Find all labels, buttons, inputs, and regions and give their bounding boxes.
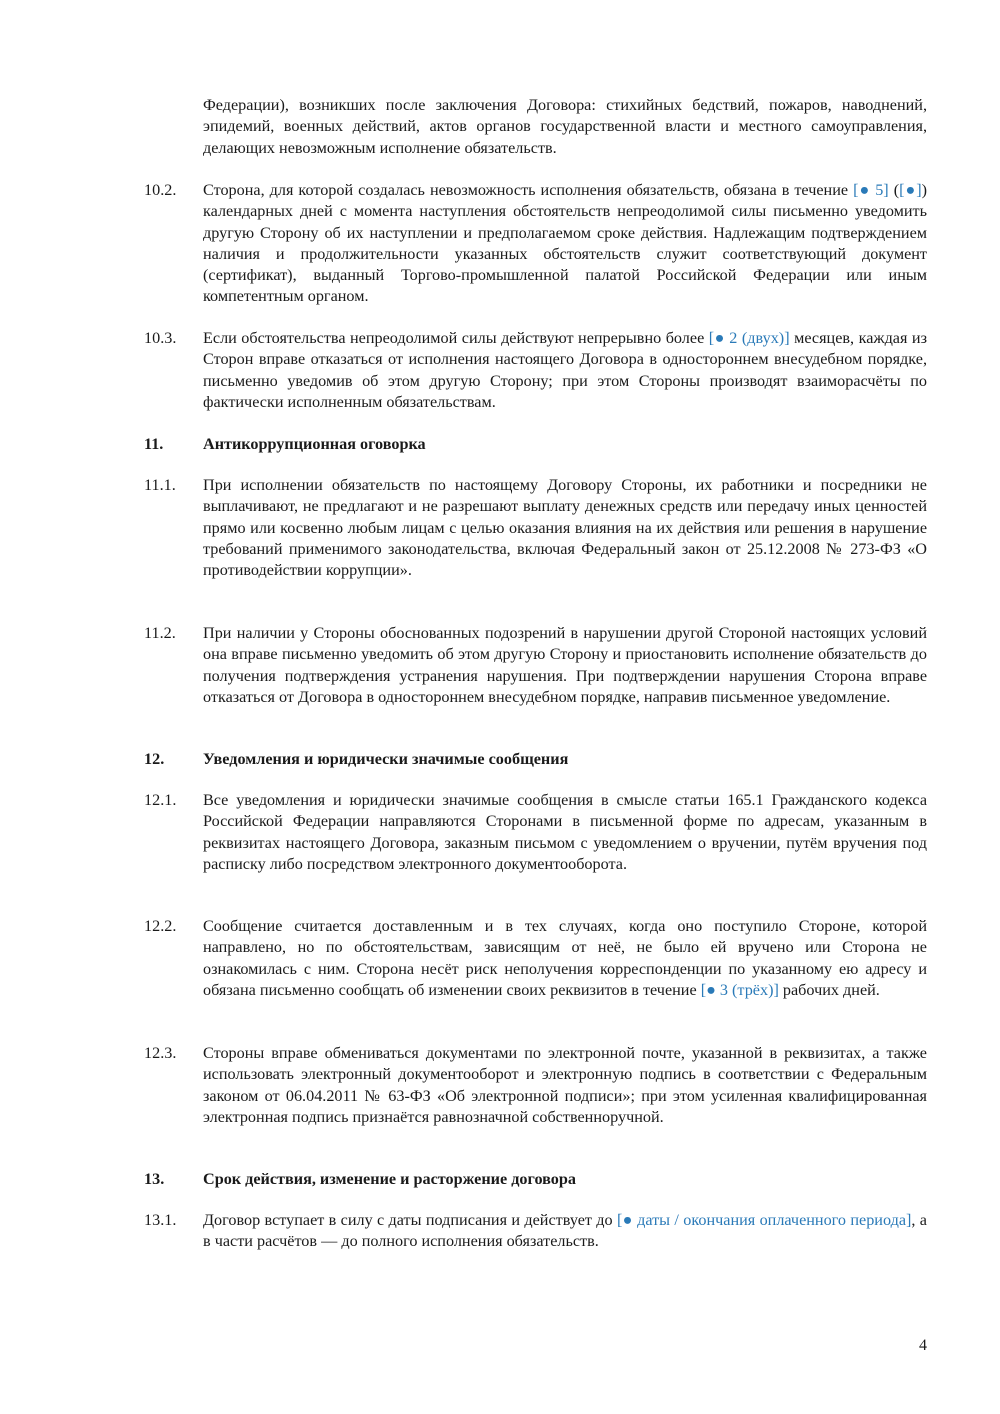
- clause-number: 12.1.: [144, 791, 177, 809]
- clause-text: [203, 1210, 927, 1253]
- placeholder-field: [● 5]: [853, 181, 889, 199]
- clause-text: Стороны вправе обмениваться документами по электронной почте, указанной в реквизитах, а также использовать электронный документооборот и электронную подпись в соответствии с Федеральным законом от 06.04.2011 № 63-ФЗ «Об электронной подписи»; при этом усиленная квалифицированная электронная подпись признаётся равнозначной собственноручной.: [203, 1044, 927, 1126]
- text-part: ) календарных дней с момента наступления обстоятельств непреодолимой силы письменно уведомить другую Сторону об их наступлении и предполагаемом сроке действия. Надлежащим подтверждением наличия и продолжительности указанных обстоятельств служит соответствующий документ (сертификат), выданный Торгово-промышленной палатой Российской Федерации или иным компетентным органом.: [203, 181, 928, 306]
- clause-number: 12.2.: [144, 917, 177, 935]
- text-part: рабочих дней.: [778, 980, 880, 999]
- text-part: Договор вступает в силу с даты подписания и действует до: [203, 1211, 617, 1229]
- clause-text: Федерации), возникших после заключения Договора: стихийных бедствий, пожаров, наводнений, эпидемий, военных действий, актов органов государственной власти и местного самоуправления, делающих невозможным исполнение обязательств.: [203, 96, 927, 157]
- placeholder-field: [● даты / окончания оплаченного периода]: [616, 1211, 912, 1229]
- section-title: Уведомления и юридически значимые сообщения: [203, 750, 569, 768]
- clause-number: 13.1.: [144, 1211, 177, 1229]
- placeholder-field: [● 3 (трёх)]: [700, 980, 779, 999]
- clause-text: Все уведомления и юридически значимые сообщения в смысле статьи 165.1 Гражданского кодекса Российской Федерации направляются Сторонами в письменной форме по адресам, указанным в реквизитах настоящего Договора, заказным письмом с уведомлением о вручении, путём вручения под расписку либо посредством электронного документооборота.: [203, 791, 927, 873]
- clause-number: 10.3.: [144, 329, 177, 347]
- page-number: 4: [919, 1337, 927, 1354]
- section-number: 11.: [144, 435, 164, 453]
- clause-text: [203, 916, 927, 1001]
- text-part: Сторона, для которой создалась невозможность исполнения обязательств, обязана в течение: [203, 181, 854, 199]
- text-part: Если обстоятельства непреодолимой силы действуют непрерывно более: [203, 329, 709, 347]
- text-part: месяцев, каждая из Сторон вправе отказаться от исполнения настоящего Договора в одностороннем внесудебном порядке, письменно уведомив об этом другую Сторону; при этом Стороны производят взаиморасчёты по фактически исполненным обязательствам.: [203, 329, 927, 411]
- section-number: 12.: [144, 750, 165, 768]
- clause-text: При исполнении обязательств по настоящему Договору Стороны, их работники и посредники не выплачивают, не предлагают и не разрешают выплату денежных средств или передачу иных ценностей прямо или косвенно любым лицам с целью оказания влияния на их действия или решения в нарушение требований применимого законодательства, включая Федеральный закон от 25.12.2008 № 273-ФЗ «О противодействии коррупции».: [203, 476, 927, 580]
- section-number: 13.: [144, 1170, 165, 1188]
- clause-number: 12.3.: [144, 1044, 177, 1062]
- placeholder-field: [● 2 (двух)]: [708, 329, 790, 347]
- text-part: (: [888, 181, 900, 199]
- clause-text: [203, 328, 927, 413]
- section-title: Антикоррупционная оговорка: [203, 435, 426, 453]
- text-part: , а в части расчётов — до полного исполнения обязательств.: [203, 1211, 927, 1251]
- section-title: Срок действия, изменение и расторжение договора: [203, 1170, 576, 1188]
- clause-number: 11.2.: [144, 624, 176, 642]
- clause-number: 11.1.: [144, 476, 176, 494]
- text-part: Сообщение считается доставленным и в тех случаях, когда оно поступило Стороне, которой направлено, но по обстоятельствам, зависящим от неё, не было ей вручено или Сторона не ознакомилась с ним. Сторона несёт риск неполучения корреспонденции по указанному ею адресу и обязана письменно сообщать об изменении своих реквизитов в течение: [203, 917, 927, 999]
- placeholder-field: [●]: [899, 181, 922, 199]
- clause-text: При наличии у Стороны обоснованных подозрений в нарушении другой Стороной настоящих условий она вправе письменно уведомить об этом другую Сторону и приостановить исполнение обязательств до получения подтверждения устранения нарушения. При подтверждении нарушения Сторона вправе отказаться от Договора в одностороннем внесудебном порядке, направив письменное уведомление.: [203, 624, 927, 706]
- clause-number: 10.2.: [144, 181, 177, 199]
- clause-text: [203, 180, 927, 308]
